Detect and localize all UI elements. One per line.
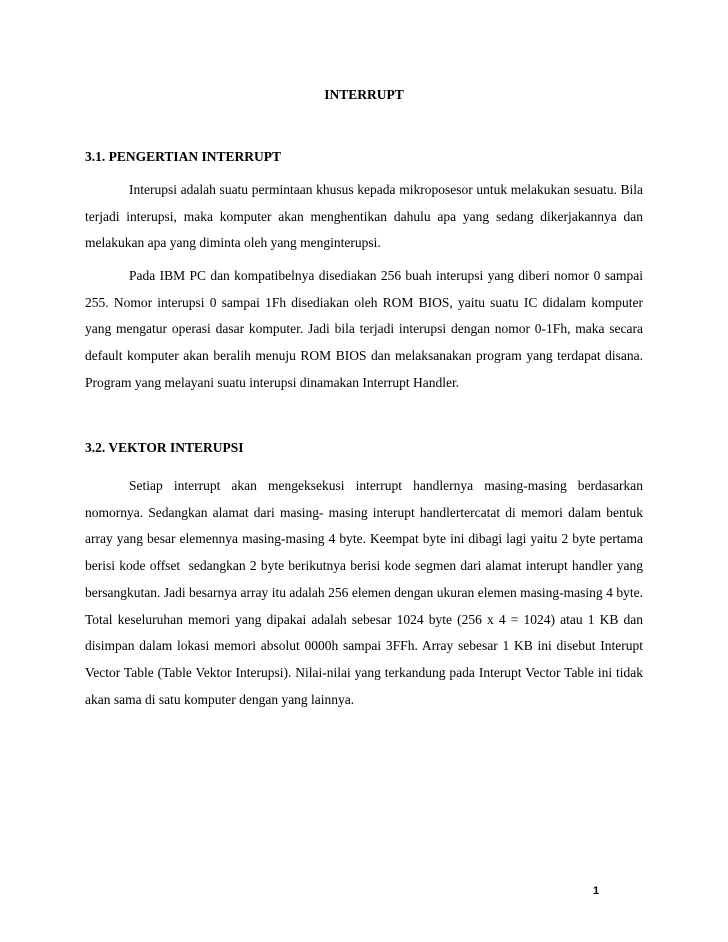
paragraph: Pada IBM PC dan kompatibelnya disediakan 256 buah interupsi yang diberi nomor 0 sampai 255. Nomor interupsi 0 sampai 1Fh disediakan oleh ROM BIOS, yaitu suatu IC didalam komputer yang mengatur operasi dasar komputer. Jadi bila terjadi interupsi dengan nomor 0-1Fh, maka secara default komputer akan beralih menuju ROM BIOS dan melaksanakan program yang terdapat disana. Program yang melayani suatu interupsi dinamakan Interrupt Handler. (85, 268, 647, 390)
paragraph: Setiap interrupt akan mengeksekusi interrupt handlernya masing-masing berdasarkan nomornya. Sedangkan alamat dari masing- masing interupt handlertercatat di memori dalam bentuk array yang besar elemennya masing-masing 4 byte. Keempat byte ini dibagi lagi yaitu 2 byte pertama berisi kode offset sedangkan 2 byte berikutnya berisi kode segmen dari alamat interupt handler yang bersangkutan. Jadi besarnya array itu adalah 256 elemen dengan ukuran elemen masing-masing 4 byte. Total keseluruhan memori yang dipakai adalah sebesar 1024 byte (256 x 4 = 1024) atau 1 KB dan disimpan dalam lokasi memori absolut 0000h sampai 3FFh. Array sebesar 1 KB ini disebut Interupt Vector Table (Table Vektor Interupsi). Nilai-nilai yang terkandung pada Interupt Vector Table ini tidak akan sama di satu komputer dengan yang lainnya. (85, 478, 647, 707)
paragraph: Interupsi adalah suatu permintaan khusus kepada mikroposesor untuk melakukan sesuatu. Bila terjadi interupsi, maka komputer akan menghentikan dahulu apa yang sedang dikerjakannya dan melakukan apa yang diminta oleh yang menginterupsi. (85, 182, 647, 251)
document-title: INTERRUPT (324, 87, 404, 102)
section-heading-vektor: 3.2. VEKTOR INTERUPSI (85, 440, 244, 455)
page-number: 1 (592, 885, 600, 897)
section-heading-pengertian: 3.1. PENGERTIAN INTERRUPT (85, 149, 282, 164)
